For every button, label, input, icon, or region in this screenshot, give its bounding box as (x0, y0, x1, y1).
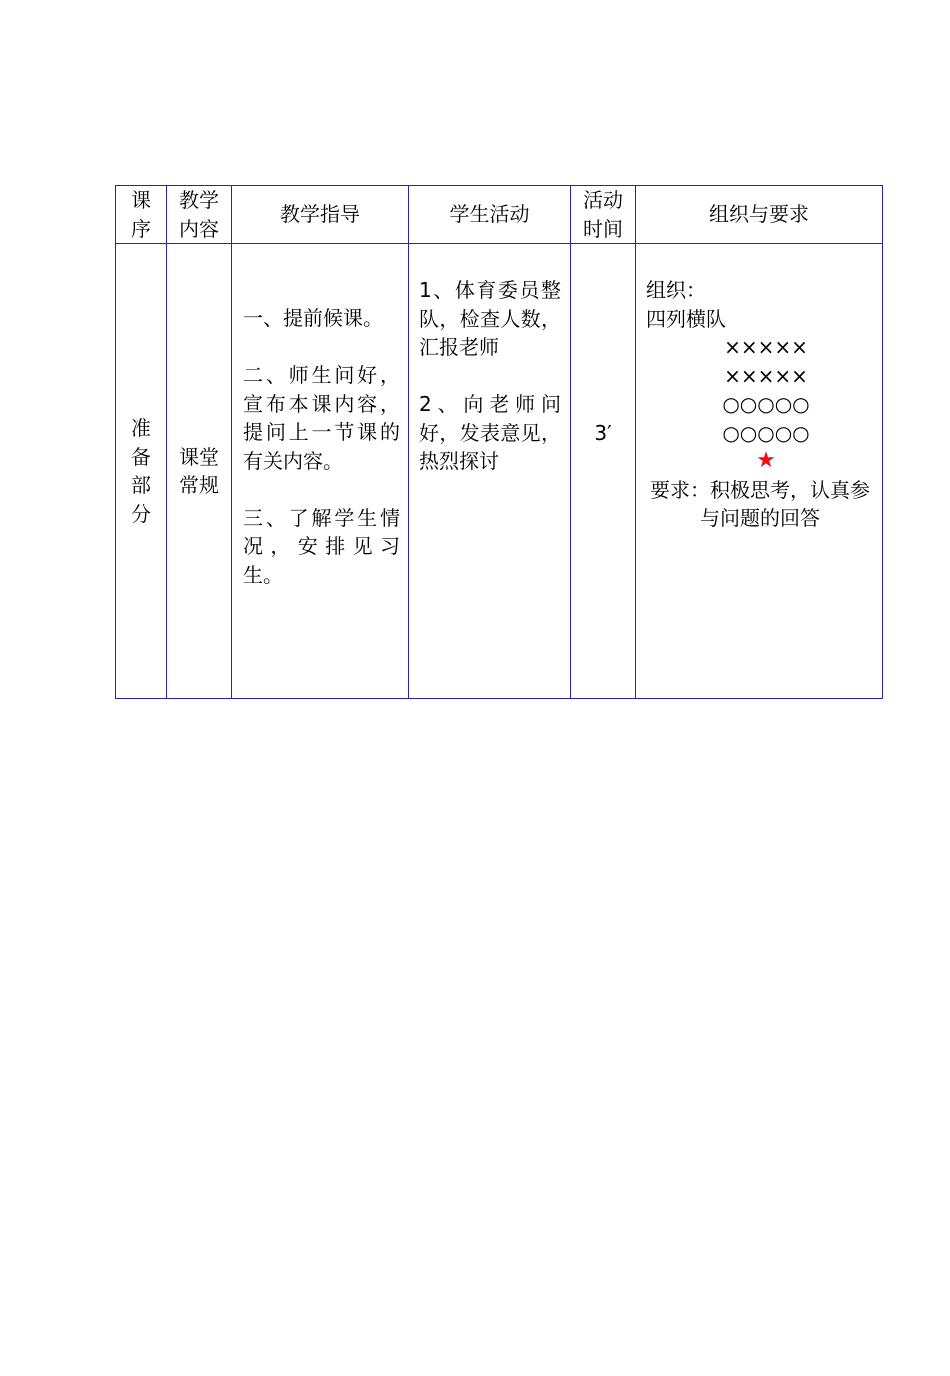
cell-time (571, 244, 636, 699)
guidance-item: 二、师生问好，宣布本课内容，提问上一节课的有关内容。 (243, 363, 400, 473)
header-organization: 组织与要求 (636, 186, 883, 244)
cell-organization (636, 244, 883, 699)
requirement-text: 要求：积极思考，认真参与问题的回答 (650, 477, 870, 530)
organization-label: 组织： (646, 278, 706, 302)
header-time: 活动时间 (571, 186, 636, 244)
formation-row-students: ××××× (724, 363, 808, 388)
formation-row-students: ○○○○○ (722, 392, 810, 416)
student-item: 2、向老师问好，发表意见，热烈探讨 (419, 392, 561, 473)
student-item: 1、体育委员整队，检查人数，汇报老师 (419, 278, 561, 359)
formation-row-students: ○○○○○ (722, 420, 810, 445)
formation-name: 四列横队 (646, 306, 726, 331)
time-value: 3′ (594, 420, 612, 445)
body-row (116, 244, 883, 699)
teacher-star-icon: ★ (756, 448, 776, 473)
header-guidance: 教学指导 (232, 186, 409, 244)
header-sequence: 课序 (116, 186, 167, 244)
guidance-item: 三、了解学生情况，安排见习生。 (243, 505, 400, 587)
lesson-plan-table (115, 185, 883, 699)
header-content: 教学内容 (167, 186, 232, 244)
cell-student-activity (409, 244, 571, 699)
cell-guidance (232, 244, 409, 699)
header-student-activity: 学生活动 (409, 186, 571, 244)
cell-sequence: 准备部分 (116, 244, 167, 699)
header-row (116, 186, 883, 244)
guidance-item: 一、提前候课。 (243, 306, 383, 330)
formation-row-students: ××××× (724, 335, 808, 359)
cell-content: 课堂常规 (167, 244, 232, 699)
